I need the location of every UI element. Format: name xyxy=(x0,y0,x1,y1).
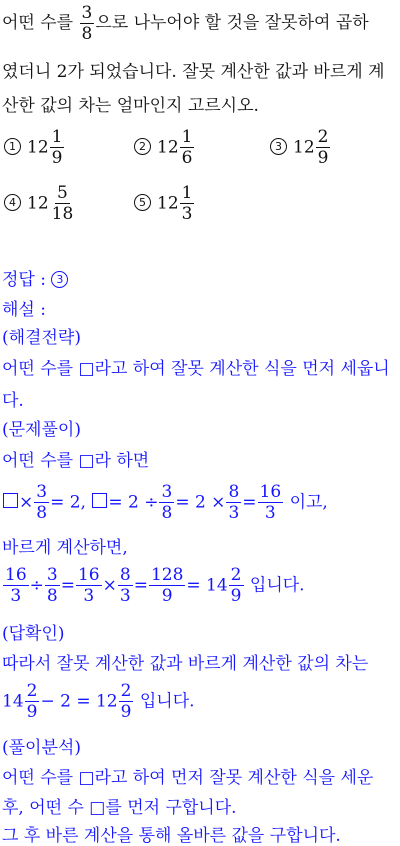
fraction: $\frac{3}{8}$ xyxy=(161,482,173,523)
fraction: $\frac{1}{6}$ xyxy=(181,127,193,168)
question-line-1 xyxy=(2,4,369,43)
analysis-line-2: 후, 어떤 수 □를 먼저 구합니다. xyxy=(2,798,237,818)
equation-3: 14 $\frac{2}{9}$ − 2 = 12 $\frac{2}{9}$ 입니다. xyxy=(2,681,195,722)
option-number-icon: 4 xyxy=(4,194,21,211)
fraction: $\frac{16}{3}$ xyxy=(259,482,282,523)
answer xyxy=(2,270,68,290)
option-number-icon: 5 xyxy=(134,194,151,211)
fraction: $\frac{128}{9}$ xyxy=(150,565,184,606)
question-text: 으로 나누어야 할 것을 잘못하여 곱하 xyxy=(95,13,369,33)
unknown-box-icon xyxy=(3,493,18,508)
check-title: (답확인) xyxy=(2,624,65,644)
question-text: 어떤 수를 xyxy=(2,13,74,33)
fraction: $\frac{2}{9}$ xyxy=(317,127,329,168)
strategy-line-1: 어떤 수를 □라고 하여 잘못 계산한 식을 먼저 세웁니 xyxy=(2,359,390,379)
analysis-title: (풀이분석) xyxy=(2,738,81,758)
fraction: $\frac{3}{8}$ xyxy=(46,565,58,606)
check-line-1: 따라서 잘못 계산한 값과 바르게 계산한 값의 차는 xyxy=(2,654,369,674)
option-3[interactable]: 3 12 $\frac{2}{9}$ xyxy=(270,128,331,167)
fraction: $\frac{16}{3}$ xyxy=(77,565,100,606)
option-2[interactable]: 2 12 $\frac{1}{6}$ xyxy=(134,128,195,167)
question-line-2: 였더니 2가 되었습니다. 잘못 계산한 값과 바르게 계 xyxy=(2,62,385,82)
fraction: $\frac{3}{8}$ xyxy=(81,3,93,44)
answer-label: 정답 : xyxy=(2,270,46,290)
option-1[interactable]: 1 12 $\frac{1}{9}$ xyxy=(4,128,65,167)
fraction: $\frac{2}{9}$ xyxy=(26,681,38,722)
option-number-icon: 2 xyxy=(134,138,151,155)
unknown-box-icon xyxy=(92,493,107,508)
option-4[interactable]: 4 12 $\frac{5}{18}$ xyxy=(4,184,76,223)
analysis-line-1: 어떤 수를 □라고 하여 먼저 잘못 계산한 식을 세운 xyxy=(2,768,374,788)
fraction: $\frac{5}{18}$ xyxy=(51,183,74,224)
fraction: $\frac{3}{8}$ xyxy=(36,482,48,523)
question-line-3: 산한 값의 차는 얼마인지 고르시오. xyxy=(2,96,259,116)
fraction: $\frac{1}{9}$ xyxy=(51,127,63,168)
strategy-line-2: 다. xyxy=(2,391,24,411)
explanation-heading: 해설 : xyxy=(2,300,46,320)
solution-line-3: 바르게 계산하면, xyxy=(2,538,128,558)
fraction: $\frac{2}{9}$ xyxy=(120,681,132,722)
fraction: $\frac{2}{9}$ xyxy=(230,565,242,606)
equation-2: $\frac{16}{3}$ ÷ $\frac{3}{8}$ = $\frac{16}{3}$ × $\frac{8}{3}$ = $\frac{128}{9}$ = 14 $\frac{2}{9}$ 입니다. xyxy=(5,565,305,606)
fraction: $\frac{1}{3}$ xyxy=(181,183,193,224)
fraction: $\frac{8}{3}$ xyxy=(228,482,240,523)
fraction: $\frac{8}{3}$ xyxy=(119,565,131,606)
fraction: $\frac{16}{3}$ xyxy=(5,565,27,606)
option-5[interactable]: 5 12 $\frac{1}{3}$ xyxy=(134,184,195,223)
equation-1: × $\frac{3}{8}$ = 2, = 2 ÷ $\frac{3}{8}$ = 2 × $\frac{8}{3}$ = $\frac{16}{3}$ 이고, xyxy=(2,483,328,522)
option-number-icon: 1 xyxy=(4,138,21,155)
solution-line-1: 어떤 수를 □라 하면 xyxy=(2,451,150,471)
strategy-title: (해결전략) xyxy=(2,328,81,348)
solution-title: (문제풀이) xyxy=(2,420,81,440)
option-number-icon: 3 xyxy=(270,138,287,155)
analysis-line-3: 그 후 바른 계산을 통해 올바른 값을 구합니다. xyxy=(2,826,341,846)
answer-number-icon: 3 xyxy=(51,271,68,288)
